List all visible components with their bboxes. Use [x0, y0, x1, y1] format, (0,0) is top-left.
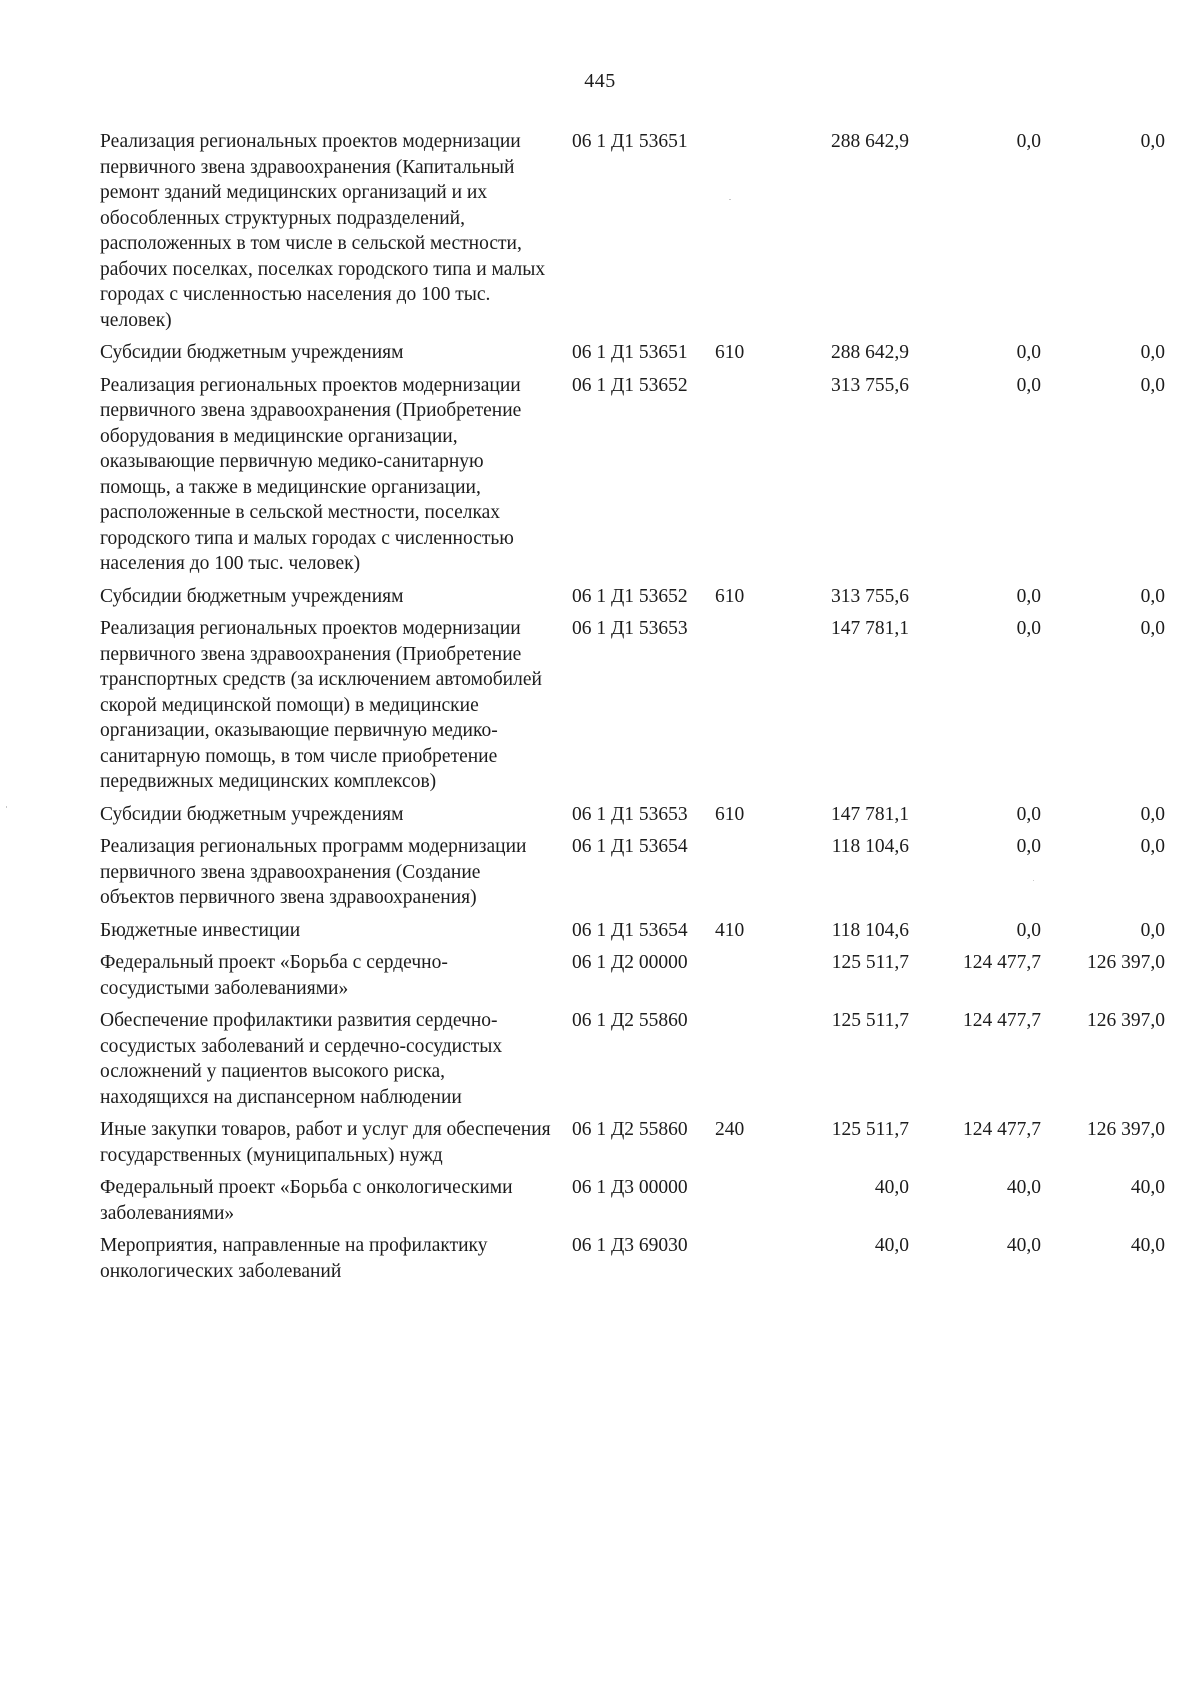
- row-amount-year-3: 0,0: [1140, 342, 1165, 363]
- row-amount-year-3: 0,0: [1140, 131, 1165, 152]
- row-amount-year-3: 0,0: [1140, 803, 1165, 825]
- row-amount-year-2: 0,0: [1016, 618, 1041, 639]
- table-row: [100, 340, 1165, 373]
- table-row: [100, 1233, 1165, 1291]
- table-row: [100, 802, 1165, 835]
- row-amount-year-3: 0,0: [1140, 585, 1165, 607]
- table-row: [100, 1008, 1165, 1117]
- table-row: [100, 129, 1165, 340]
- row-name: Реализация региональных программ модернизации первичного звена здравоохранения (Создание объектов первичного звена здравоохранения): [100, 836, 527, 908]
- row-name: Федеральный проект «Борьба с сердечно-сосудистыми заболеваниями»: [100, 952, 448, 999]
- table-row: [100, 373, 1165, 584]
- row-expense-type: 410: [715, 919, 745, 941]
- scan-speck: [1033, 880, 1034, 881]
- row-expense-type: [711, 950, 771, 1008]
- row-amount-year-2: 0,0: [1016, 342, 1041, 363]
- row-amount-year-1: 313 755,6: [831, 374, 909, 396]
- row-name: Иные закупки товаров, работ и услуг для обеспечения государственных (муниципальных) нужд: [100, 1119, 551, 1166]
- row-expense-type: [711, 1175, 771, 1233]
- budget-table: [100, 129, 1165, 1291]
- row-amount-year-3: 0,0: [1140, 618, 1165, 639]
- row-amount-year-2: 40,0: [1006, 1235, 1041, 1256]
- scan-speck: [729, 199, 731, 200]
- row-expense-type: 610: [715, 803, 745, 825]
- table-row: [100, 918, 1165, 951]
- row-amount-year-2: 0,0: [1016, 803, 1041, 825]
- row-name: Реализация региональных проектов модернизации первичного звена здравоохранения (Приобретение транспортных средств (за исключением автомобилей скорой медицинской помощи) в медицинские организации, оказывающие первичную медико-санитарную помощь, в том числе приобретение передвижных медицинских комплексов): [100, 618, 542, 792]
- row-amount-year-1: 313 755,6: [831, 585, 909, 607]
- row-amount-year-3: 0,0: [1140, 374, 1165, 396]
- row-amount-year-1: 288 642,9: [831, 131, 909, 152]
- row-amount-year-1: 40,0: [874, 1177, 909, 1198]
- row-target-code: 06 1 Д1 53652: [572, 374, 688, 396]
- row-expense-type: 610: [715, 585, 745, 607]
- row-target-code: 06 1 Д2 55860: [572, 1119, 688, 1140]
- table-row: [100, 584, 1165, 617]
- row-amount-year-3: 126 397,0: [1087, 1119, 1165, 1140]
- row-amount-year-1: 118 104,6: [831, 836, 909, 857]
- row-amount-year-1: 147 781,1: [831, 618, 909, 639]
- row-amount-year-2: 124 477,7: [963, 1010, 1041, 1031]
- row-name: Субсидии бюджетным учреждениям: [100, 803, 404, 825]
- row-target-code: 06 1 Д2 00000: [572, 952, 688, 973]
- table-row: [100, 950, 1165, 1008]
- row-target-code: 06 1 Д1 53653: [572, 618, 688, 639]
- row-name: Реализация региональных проектов модернизации первичного звена здравоохранения (Капитальный ремонт зданий медицинских организаций и их обособленных структурных подразделений, расположенных в том числе в сельской местности, рабочих поселках, поселках городского типа и малых городах с численностью населения до 100 тыс. человек): [100, 131, 546, 331]
- row-amount-year-1: 125 511,7: [831, 1010, 909, 1031]
- row-amount-year-3: 0,0: [1140, 919, 1165, 941]
- table-row: [100, 834, 1165, 918]
- row-amount-year-1: 147 781,1: [831, 803, 909, 825]
- row-amount-year-3: 126 397,0: [1087, 1010, 1165, 1031]
- row-amount-year-2: 0,0: [1016, 374, 1041, 396]
- row-target-code: 06 1 Д1 53654: [572, 919, 688, 941]
- row-name: Субсидии бюджетным учреждениям: [100, 585, 404, 607]
- scan-speck: [6, 806, 7, 808]
- row-expense-type: [711, 834, 771, 918]
- row-amount-year-1: 40,0: [874, 1235, 909, 1256]
- row-expense-type: [711, 1233, 771, 1291]
- row-amount-year-3: 126 397,0: [1087, 952, 1165, 973]
- row-amount-year-1: 125 511,7: [831, 952, 909, 973]
- row-amount-year-2: 124 477,7: [963, 1119, 1041, 1140]
- row-expense-type: [711, 129, 771, 340]
- table-row: [100, 616, 1165, 802]
- row-amount-year-2: 0,0: [1016, 585, 1041, 607]
- row-amount-year-2: 40,0: [1006, 1177, 1041, 1198]
- row-expense-type: [711, 616, 771, 802]
- row-amount-year-1: 118 104,6: [831, 919, 909, 941]
- row-target-code: 06 1 Д2 55860: [572, 1010, 688, 1031]
- row-amount-year-3: 40,0: [1130, 1235, 1165, 1256]
- row-name: Обеспечение профилактики развития сердечно-сосудистых заболеваний и сердечно-сосудистых осложнений у пациентов высокого риска, находящихся на диспансерном наблюдении: [100, 1010, 503, 1108]
- row-amount-year-2: 0,0: [1016, 836, 1041, 857]
- row-target-code: 06 1 Д1 53651: [572, 131, 688, 152]
- row-amount-year-1: 288 642,9: [831, 342, 909, 363]
- row-name: Федеральный проект «Борьба с онкологическими заболеваниями»: [100, 1177, 513, 1224]
- table-row: [100, 1175, 1165, 1233]
- row-name: Реализация региональных проектов модернизации первичного звена здравоохранения (Приобретение оборудования в медицинские организации, оказывающие первичную медико-санитарную помощь, а также в медицинские организации, расположенные в сельской местности, поселках городского типа и малых городах с численностью населения до 100 тыс. человек): [100, 374, 522, 574]
- budget-table-body: [100, 129, 1165, 1291]
- row-amount-year-2: 0,0: [1016, 919, 1041, 941]
- row-amount-year-3: 40,0: [1130, 1177, 1165, 1198]
- row-amount-year-1: 125 511,7: [831, 1119, 909, 1140]
- row-target-code: 06 1 Д1 53653: [572, 803, 688, 825]
- row-target-code: 06 1 Д1 53651: [572, 342, 688, 363]
- row-target-code: 06 1 Д1 53654: [572, 836, 688, 857]
- row-amount-year-2: 124 477,7: [963, 952, 1041, 973]
- row-amount-year-2: 0,0: [1016, 131, 1041, 152]
- row-name: Субсидии бюджетным учреждениям: [100, 342, 404, 363]
- row-name: Бюджетные инвестиции: [100, 919, 301, 941]
- row-target-code: 06 1 Д3 69030: [572, 1235, 688, 1256]
- table-row: [100, 1117, 1165, 1175]
- row-amount-year-3: 0,0: [1140, 836, 1165, 857]
- page-number: 445: [584, 70, 616, 92]
- row-expense-type: [711, 1008, 771, 1117]
- row-target-code: 06 1 Д1 53652: [572, 585, 688, 607]
- row-expense-type: 240: [715, 1119, 745, 1140]
- row-target-code: 06 1 Д3 00000: [572, 1177, 688, 1198]
- row-expense-type: [711, 373, 771, 584]
- row-name: Мероприятия, направленные на профилактику онкологических заболеваний: [100, 1235, 488, 1282]
- row-expense-type: 610: [715, 342, 745, 363]
